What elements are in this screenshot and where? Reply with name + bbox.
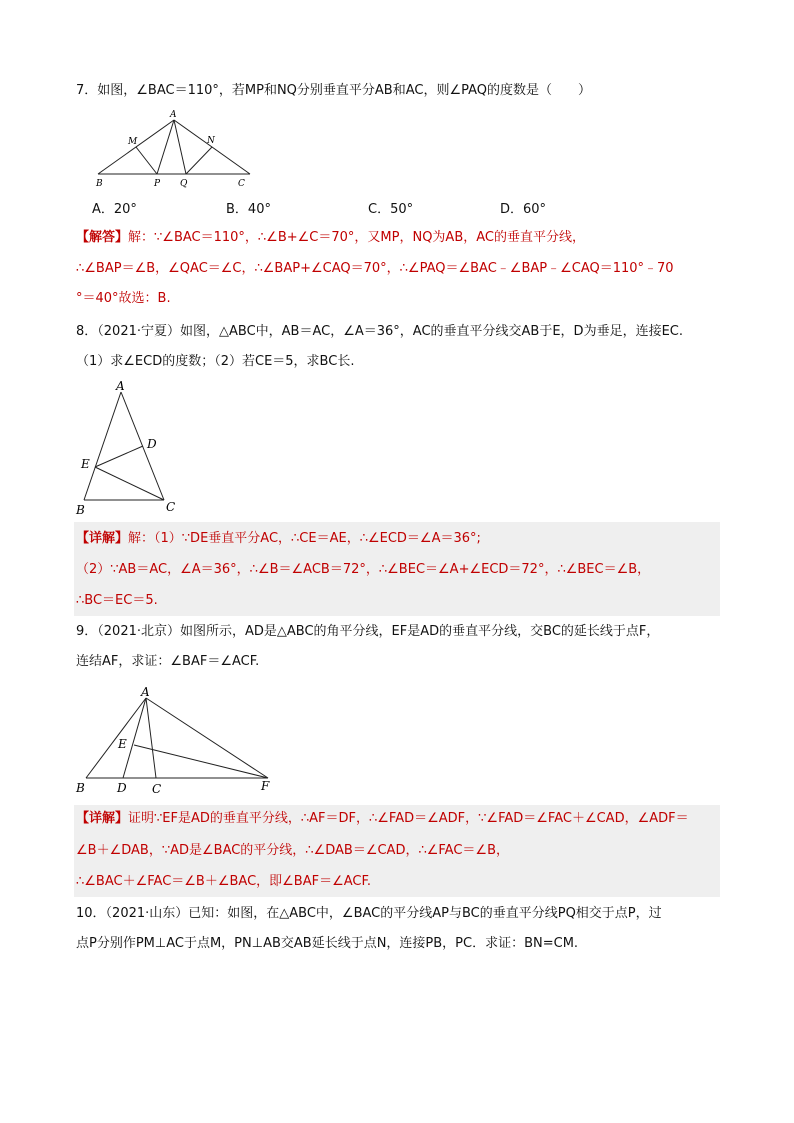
q9-label-a: A <box>141 685 150 699</box>
q7-label-p: P <box>154 179 161 189</box>
q9-label-c: C <box>152 782 162 796</box>
q9-label-b: B <box>76 781 85 795</box>
q8-answer-line2: （2）∵AB＝AC，∠A＝36°，∴∠B＝∠ACB＝72°，∴∠BEC＝∠A+∠ECD＝72°，∴∠BEC＝∠B， <box>76 562 651 577</box>
q9-answer-line2: ∠B＋∠DAB，∵AD是∠BAC的平分线，∴∠DAB＝∠CAD，∴∠FAC＝∠B， <box>76 843 509 858</box>
q9-answer-text1: 证明∵EF是AD的垂直平分线，∴AF＝DF，∴∠FAD＝∠ADF，∵∠FAD＝∠FAC＋∠CAD，∠ADF＝ <box>128 811 689 826</box>
q7-figure <box>90 108 260 190</box>
q7-choice-a: A．20° <box>92 202 137 217</box>
q10-stem-line2: 点P分别作PM⊥AC于点M，PN⊥AB交AB延长线于点N，连接PB，PC．求证：BN=CM. <box>76 936 579 951</box>
q8-label-a: A <box>116 380 125 393</box>
q7-answer-line2: ∴∠BAP＝∠B，∠QAC＝∠C，∴∠BAP+∠CAQ＝70°，∴∠PAQ＝∠BAC﹣∠BAP﹣∠CAQ＝110°﹣70 <box>76 261 674 276</box>
q7-answer-line3: °＝40°故选：B. <box>76 291 171 306</box>
q7-choice-b: B．40° <box>226 202 271 217</box>
q7-label-m: M <box>128 137 138 147</box>
q9-label-d: D <box>117 781 127 795</box>
q7-label-n: N <box>207 136 215 146</box>
q9-answer-label: 【详解】 <box>76 811 129 826</box>
q9-answer-line1 <box>76 809 689 829</box>
q9-stem-line1: 9．（2021·北京）如图所示，AD是△ABC的角平分线，EF是AD的垂直平分线，交BC的延长线于点F， <box>76 624 660 639</box>
q8-answer-line1 <box>76 529 481 549</box>
q7-label-b: B <box>96 179 103 189</box>
q7-stem: 7．如图，∠BAC＝110°，若MP和NQ分别垂直平分AB和AC，则∠PAQ的度数是（ ） <box>76 83 592 98</box>
q8-stem-line1: 8．（2021·宁夏）如图，△ABC中，AB＝AC，∠A＝36°，AC的垂直平分线交AB于E，D为垂足，连接EC. <box>76 324 683 339</box>
q9-stem-line2: 连结AF，求证：∠BAF＝∠ACF. <box>76 654 260 669</box>
q9-label-e: E <box>118 737 127 751</box>
q8-answer-label: 【详解】 <box>76 531 129 546</box>
q9-label-f: F <box>261 779 270 793</box>
q7-label-a: A <box>170 110 177 120</box>
q9-figure <box>72 682 282 800</box>
q7-label-q: Q <box>180 179 188 189</box>
q8-answer-line3: ∴BC＝EC＝5. <box>76 593 158 608</box>
q8-figure <box>72 380 187 518</box>
q7-answer-line1 <box>76 228 585 248</box>
q7-answer-text1: 解：∵∠BAC＝110°，∴∠B+∠C＝70°，又MP，NQ为AB，AC的垂直平分线， <box>128 230 585 245</box>
q8-answer-text1: 解：（1）∵DE垂直平分AC，∴CE＝AE，∴∠ECD＝∠A＝36°; <box>128 531 481 546</box>
q8-label-c: C <box>166 500 176 514</box>
q7-answer-label: 【解答】 <box>76 230 129 245</box>
q7-choice-d: D．60° <box>500 202 547 217</box>
q8-label-e: E <box>81 457 90 471</box>
q9-answer-line3: ∴∠BAC＋∠FAC＝∠B＋∠BAC，即∠BAF＝∠ACF. <box>76 874 372 889</box>
q8-label-b: B <box>76 503 85 517</box>
q10-stem-line1: 10．（2021·山东）已知：如图，在△ABC中，∠BAC的平分线AP与BC的垂直平分线PQ相交于点P，过 <box>76 906 662 921</box>
q8-stem-line2: （1）求∠ECD的度数；（2）若CE＝5，求BC长. <box>76 354 355 369</box>
q7-choice-c: C．50° <box>368 202 414 217</box>
q7-label-c: C <box>238 179 245 189</box>
q8-label-d: D <box>147 437 157 451</box>
